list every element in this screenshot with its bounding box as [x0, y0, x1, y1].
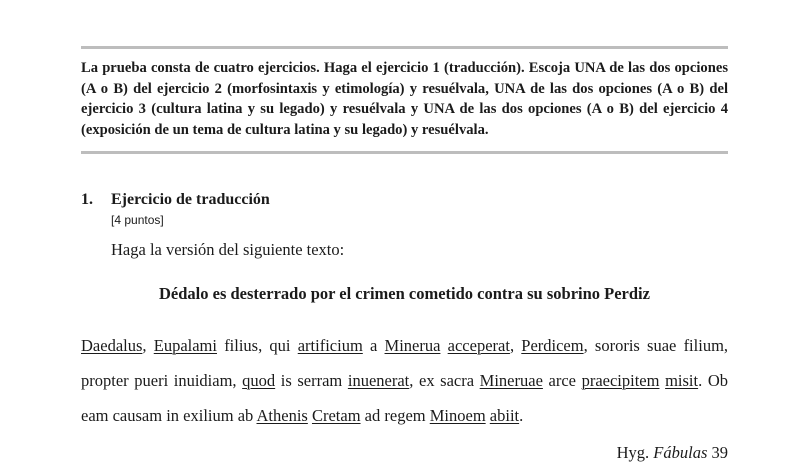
underlined-word: Minoem [429, 406, 486, 425]
underlined-word: Cretam [311, 406, 361, 425]
latin-text-segment: filius, qui [216, 336, 298, 355]
underlined-word: Daedalus [81, 336, 143, 355]
latin-text-segment: . [519, 406, 524, 425]
exercise-points: [4 puntos] [111, 213, 164, 227]
text-title: Dédalo es desterrado por el crimen cometido contra su sobrino Perdiz [159, 284, 650, 303]
underlined-word: acceperat [447, 336, 510, 355]
source-work: Fábulas [653, 443, 708, 462]
underlined-word: Eupalami [153, 336, 217, 355]
top-divider [81, 46, 728, 49]
underlined-word: Minerua [384, 336, 441, 355]
latin-text-segment: , sororis suae filium, propter pueri inuidiam, [81, 336, 729, 390]
exercise-title: Ejercicio de traducción [111, 191, 270, 208]
exam-instructions: La prueba consta de cuatro ejercicios. Haga el ejercicio 1 (traducción). Escoja UNA de las dos opciones (A o B) del ejercicio 2 (morfosintaxis y etimología) y resuélvala, UNA de las dos opciones (A o B) del ejercicio 3 (cultura latina y su legado) y resuélvala y UNA de las dos opciones (A o B) del ejercicio 4 (exposición de un tema de cultura latina y su legado) y resuélvala. [81, 60, 728, 138]
underlined-word: misit [665, 371, 699, 390]
source-number: 39 [711, 443, 728, 462]
exercise-instruction: Haga la versión del siguiente texto: [111, 240, 345, 259]
latin-text-segment: . Ob eam causam in exilium ab [81, 371, 729, 425]
latin-text-segment: , [509, 336, 522, 355]
latin-text-segment: ad regem [360, 406, 430, 425]
latin-text-segment: , [142, 336, 154, 355]
bottom-divider [81, 151, 728, 154]
latin-text-segment: a [362, 336, 385, 355]
source-author: Hyg. [616, 443, 650, 462]
underlined-word: artificium [297, 336, 363, 355]
underlined-word: Mineruae [479, 371, 543, 390]
underlined-word: praecipitem [581, 371, 660, 390]
underlined-word: inuenerat [347, 371, 410, 390]
underlined-word: abiit [489, 406, 520, 425]
latin-passage [81, 328, 728, 433]
underlined-word: Athenis [256, 406, 308, 425]
underlined-word: Perdicem [521, 336, 584, 355]
exercise-number: 1. [81, 191, 93, 208]
latin-text-segment: is serram [275, 371, 348, 390]
source-citation [560, 443, 728, 463]
underlined-word: quod [242, 371, 276, 390]
latin-text-segment [440, 336, 447, 355]
latin-text-segment: arce [542, 371, 582, 390]
latin-text-segment: , ex sacra [409, 371, 480, 390]
